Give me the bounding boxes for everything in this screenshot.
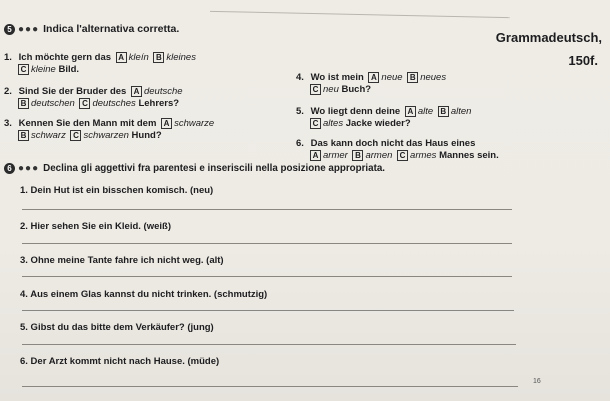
- answer-line-4[interactable]: [22, 310, 514, 311]
- option-c-box[interactable]: C: [70, 130, 81, 141]
- sentence-3: 3. Ohne meine Tante fahre ich nicht weg. (alt): [20, 255, 224, 266]
- question-3: 3. Kennen Sie den Mann mit dem A schwarze B schwarz C schwarzen Hund?: [4, 118, 215, 141]
- difficulty-dots: ●●●: [18, 163, 40, 174]
- sentence-1: 1. Dein Hut ist ein bisschen komisch. (neu): [20, 185, 214, 196]
- option-a-box[interactable]: A: [116, 52, 127, 63]
- exercise-title: Indica l'alternativa corretta.: [43, 23, 180, 35]
- sentence-4: 4. Aus einem Glas kannst du nicht trinken. (schmutzig): [20, 289, 268, 300]
- answer-line-1[interactable]: [22, 209, 512, 210]
- sentence-2: 2. Hier sehen Sie ein Kleid. (weiß): [20, 221, 171, 232]
- difficulty-dots: ●●●: [18, 23, 40, 35]
- answer-line-2[interactable]: [22, 243, 512, 244]
- option-b-box[interactable]: B: [352, 150, 363, 161]
- option-b-box[interactable]: B: [407, 72, 418, 83]
- option-c-box[interactable]: C: [310, 118, 321, 129]
- option-c-box[interactable]: C: [310, 84, 321, 95]
- exercise-number: 5: [4, 24, 15, 35]
- exercise-code: 150f.: [568, 53, 598, 68]
- exercise-number: 6: [4, 163, 15, 174]
- sentence-6: 6. Der Arzt kommt nicht nach Hause. (müde): [20, 356, 220, 367]
- option-b-box[interactable]: B: [18, 130, 29, 141]
- option-b-box[interactable]: B: [438, 106, 449, 117]
- question-6: 6. Das kann doch nicht das Haus eines A armer B armen C armes Mannes sein.: [296, 138, 499, 161]
- option-b-box[interactable]: B: [18, 98, 29, 109]
- question-2: 2. Sind Sie der Bruder des A deutsche B deutschen C deutsches Lehrers?: [4, 86, 183, 109]
- option-a-box[interactable]: A: [405, 106, 416, 117]
- answer-line-5[interactable]: [22, 344, 516, 345]
- answer-line-6[interactable]: [22, 386, 518, 387]
- exercise-6-header: [4, 163, 385, 174]
- option-a-box[interactable]: A: [310, 150, 321, 161]
- exercise-title: Declina gli aggettivi fra parentesi e inseriscili nella posizione appropriata.: [43, 163, 386, 174]
- page-number: 16: [533, 378, 541, 385]
- sentence-5: 5. Gibst du das bitte dem Verkäufer? (jung): [20, 322, 214, 333]
- option-a-box[interactable]: A: [161, 118, 172, 129]
- question-5: 5. Wo liegt denn deine A alte B alten C altes Jacke wieder?: [296, 106, 472, 129]
- question-4: 4. Wo ist mein A neue B neues C neu Buch?: [296, 72, 447, 95]
- option-a-box[interactable]: A: [368, 72, 379, 83]
- exercise-5-header: [4, 23, 179, 35]
- option-a-box[interactable]: A: [131, 86, 142, 97]
- option-c-box[interactable]: C: [397, 150, 408, 161]
- option-c-box[interactable]: C: [79, 98, 90, 109]
- option-b-box[interactable]: B: [153, 52, 164, 63]
- option-c-box[interactable]: C: [18, 64, 29, 75]
- page-edge-line: [210, 11, 510, 18]
- answer-line-3[interactable]: [22, 276, 512, 277]
- question-1: 1. Ich möchte gern das A kleín B kleines C kleine Bild.: [4, 52, 196, 75]
- brand-title: Grammadeutsch,: [495, 30, 602, 45]
